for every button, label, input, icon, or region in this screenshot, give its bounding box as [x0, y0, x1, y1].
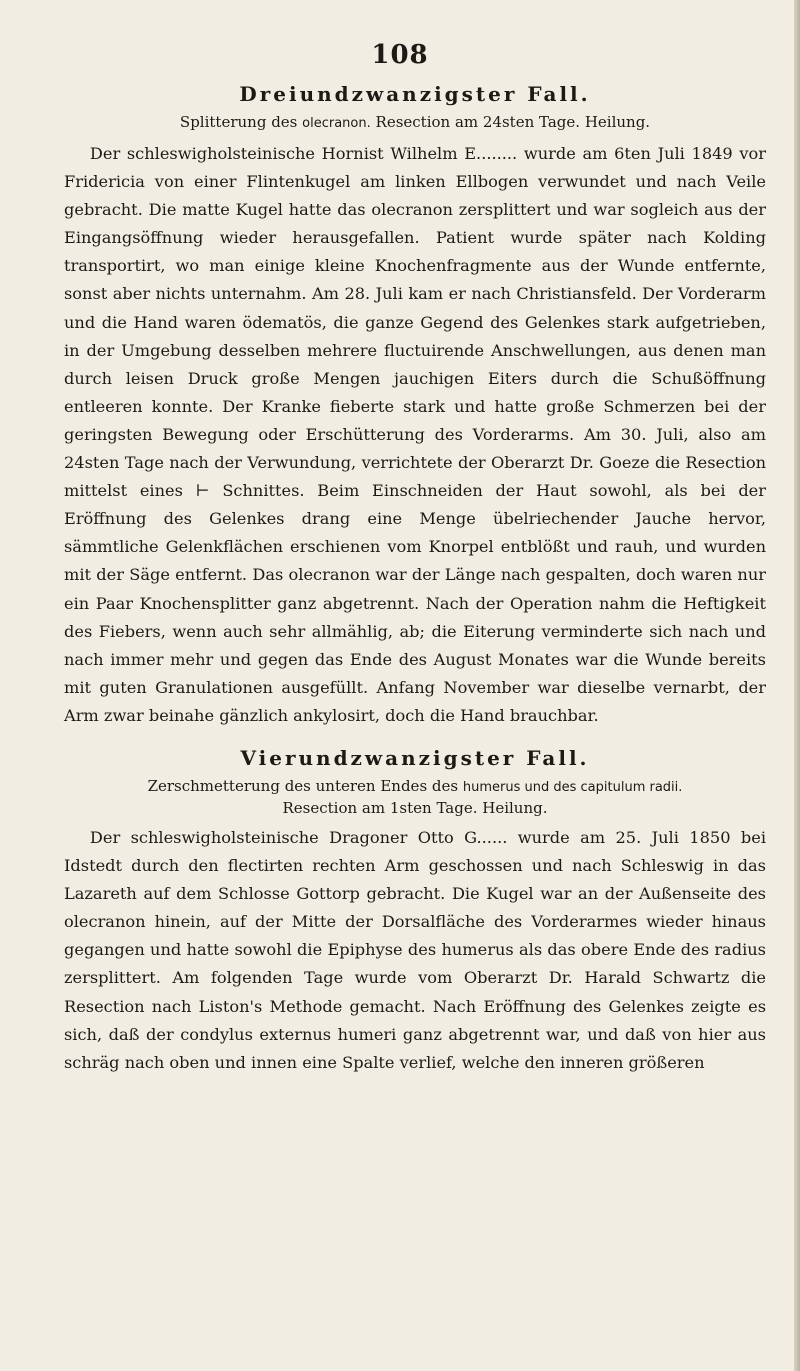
- subtitle-prefix: Splitterung des: [179, 113, 298, 131]
- subtitle-latin: humerus und des capitulum radii.: [462, 779, 683, 795]
- case-subtitle: [64, 776, 766, 818]
- page-content: [64, 82, 766, 1077]
- page-edge: [794, 0, 800, 1371]
- case-23: [64, 82, 766, 730]
- case-title: Vierundzwanzigster Fall.: [240, 745, 590, 770]
- case-subtitle: [64, 112, 766, 134]
- subtitle-suffix: Resection am 24sten Tage. Heilung.: [375, 113, 651, 131]
- case-title: Dreiundzwanzigster Fall.: [239, 82, 591, 106]
- case-body: Der schleswigholsteinische Dragoner Otto G...... wurde am 25. Juli 1850 bei Idstedt durch den flectirten rechten Arm geschossen und nach Schleswig in das Lazareth auf dem Schlosse Gottorp gebracht. Die Kugel war an der Außenseite des olecranon hinein, auf der Mitte der Dorsalfläche des Vorderarmes wieder hinaus gegangen und hatte sowohl die Epiphyse des humerus als das obere Ende des radius zersplittert. Am folgenden Tage wurde vom Oberarzt Dr. Harald Schwartz die Resection nach Liston's Methode gemacht. Nach Eröffnung des Gelenkes zeigte es sich, daß der condylus externus humeri ganz abgetrennt war, und daß von hier aus schräg nach oben und innen eine Spalte verlief, welche den inneren größeren: [64, 827, 766, 1072]
- section-divider: [64, 730, 766, 744]
- case-24: [64, 746, 766, 1077]
- subtitle-latin: olecranon.: [302, 116, 371, 131]
- page-number: 108: [371, 40, 429, 70]
- subtitle-prefix: Zerschmetterung des unteren Endes des: [147, 776, 459, 795]
- subtitle-suffix: Resection am 1sten Tage. Heilung.: [282, 798, 548, 817]
- case-body: Der schleswigholsteinische Hornist Wilhelm E........ wurde am 6ten Juli 1849 vor Fridericia von einer Flintenkugel am linken Ellbogen verwundet und nach Veile gebracht. Die matte Kugel hatte das olecranon zersplittert und war sogleich aus der Eingangsöffnung wieder herausgefallen. Patient wurde später nach Kolding transportirt, wo man einige kleine Knochenfragmente aus der Wunde entfernte, sonst aber nichts unternahm. Am 28. Juli kam er nach Christiansfeld. Der Vorderarm und die Hand waren ödematös, die ganze Gegend des Gelenkes stark aufgetrieben, in der Umgebung desselben mehrere fluctuirende Anschwellungen, aus denen man durch leisen Druck große Mengen jauchigen Eiters durch die Schußöffnung entleeren konnte. Der Kranke fieberte stark und hatte große Schmerzen bei der geringsten Bewegung oder Erschütterung des Vorderarms. Am 30. Juli, also am 24sten Tage nach der Verwundung, verrichtete der Oberarzt Dr. Goeze die Resection mittelst eines ⊢ Schnittes. Beim Einschneiden der Haut sowohl, als bei der Eröffnung des Gelenkes drang eine Menge übelriechender Jauche hervor, sämmtliche Gelenkflächen erschienen vom Knorpel entblößt und rauh, und wurden mit der Säge entfernt. Das olecranon war der Länge nach gespalten, doch waren nur ein Paar Knochensplitter ganz abgetrennt. Nach der Operation nahm die Heftigkeit des Fiebers, wenn auch sehr allmählig, ab; die Eiterung verminderte sich nach und nach immer mehr und gegen das Ende des August Monates war die Wunde bereits mit guten Granulationen ausgefüllt. Anfang November war dieselbe vernarbt, der Arm zwar beinahe gänzlich ankylosirt, doch die Hand brauchbar.: [64, 144, 766, 725]
